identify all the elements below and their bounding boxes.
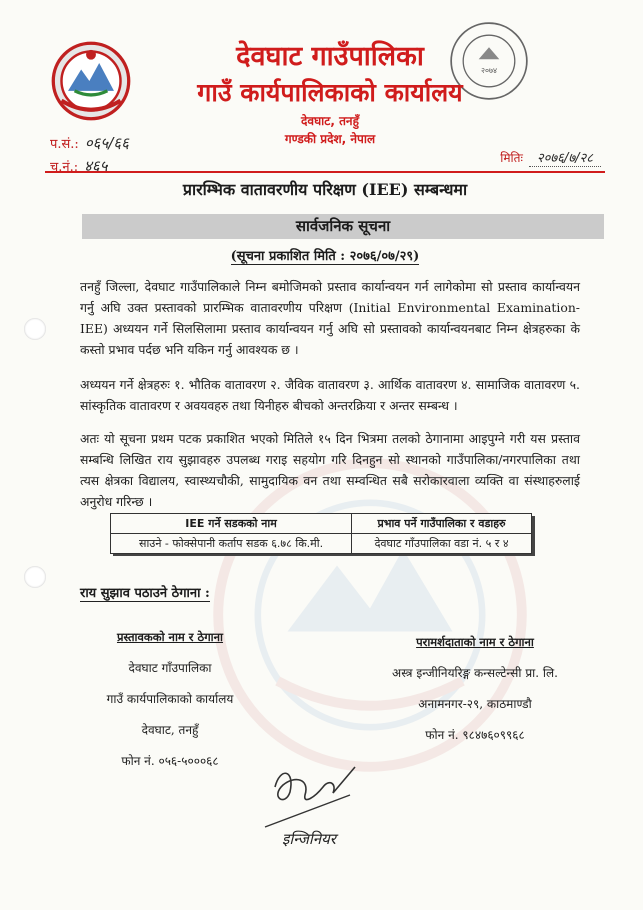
publish-date	[40, 246, 610, 264]
table-header-wards: प्रभाव पर्ने गाउँपालिका र वडाहरु	[352, 514, 532, 534]
notice-heading: सार्वजनिक सूचना	[82, 214, 604, 239]
consultant-block	[365, 627, 585, 751]
signatory-title: इन्जिनियर	[282, 830, 336, 848]
letterhead-province: गण्डकी प्रदेश, नेपाल	[284, 132, 376, 146]
letterhead-office: गाउँ कार्यपालिकाको कार्यालय	[197, 78, 463, 107]
proposer-heading: प्रस्तावकको नाम र ठेगाना	[116, 630, 224, 644]
header-rule	[45, 171, 605, 173]
ray-heading	[80, 583, 210, 601]
reference-ps	[50, 133, 129, 153]
consultant-name: अस्त्र इन्जीनियरिङ्ग कन्सल्टेन्सी प्रा. लि.	[392, 666, 558, 680]
consultant-phone: फोन नं. ९८४७६०९९६८	[425, 728, 525, 742]
publish-date-text: (सूचना प्रकाशित मिति : २०७६/०७/२९)	[230, 249, 420, 264]
svg-text:२०७४: २०७४	[480, 66, 498, 76]
consultant-address: अनामनगर-२९, काठमाण्डौ	[418, 697, 532, 711]
paragraph-2: अध्ययन गर्ने क्षेत्रहरुः १. भौतिक वातावरण २. जैविक वातावरण ३. आर्थिक वातावरण ४. सामाजिक वातावरण ५. सांस्कृतिक वातावरण र अवयवहरु तथा यिनीहरु बीचको अन्तरक्रिया र अन्तर सम्बन्ध ।	[80, 377, 580, 413]
proposer-address: देवघाट, तनहुँ	[141, 723, 199, 737]
reference-cn	[50, 156, 108, 176]
reference-cn-label: च.नं.:	[50, 160, 79, 175]
nepal-emblem-icon	[50, 40, 132, 122]
proposer-block	[70, 622, 270, 777]
subject-line: प्रारम्भिक वातावरणीय परिक्षण (IEE) सम्बन्धमा	[182, 180, 468, 199]
reference-ps-value: ०६५/६६	[84, 134, 129, 152]
table-cell-wards: देवघाट गाँउपालिका वडा नं. ५ र ४	[352, 534, 532, 554]
table-cell-road: साउने - फोक्सेपानी कर्ताप सडक ६.७८ कि.मी.	[111, 534, 352, 554]
paragraph-1: तनहुँ जिल्ला, देवघाट गाउँपालिकाले निम्न बमोजिमको प्रस्ताव कार्यान्वयन गर्न लागेकोमा सो प्रस्ताव कार्यान्वयन गर्नु अघि उक्त प्रस्तावको प्रारम्भिक वातावरणीय परिक्षण (Initial Environmental Examination-IEE) अध्ययन गर्ने सिलसिलामा प्रस्ताव कार्यान्वयन गर्नु अघि सो प्रस्तावको कार्यान्वयनबाट निम्न क्षेत्रहरुका के कस्तो प्रभाव पर्दछ भनि यकिन गर्नु आवश्यक छ ।	[80, 279, 580, 357]
punch-hole	[24, 566, 46, 588]
reference-cn-value: ४६५	[84, 157, 108, 175]
ray-heading-text: राय सुझाव पठाउने ठेगाना :	[80, 586, 210, 601]
letterhead-location: देवघाट, तनहुँ	[301, 114, 359, 128]
consultant-heading: परामर्शदाताको नाम र ठेगाना	[416, 635, 534, 649]
road-table	[110, 513, 532, 554]
paragraph-3: अतः यो सूचना प्रथम पटक प्रकाशित भएको मितिले १५ दिन भित्रमा तलको ठेगानामा आइपुग्ने गरी यस प्रस्ताव सम्बन्धि लिखित राय सुझावहरु उपलब्ध गराइ सहयोग गरि दिनहुन सो स्थानको गाउँपालिका/नगरपालिका तथा त्यस क्षेत्रका विद्यालय, स्वास्थ्यचौकी, सामुदायिक वन तथा सम्वन्धित सबै सरोकारवाला व्यक्ति वा संस्थाहरुलाई अनुरोध गरिन्छ ।	[80, 431, 580, 509]
reference-ps-label: प.सं.:	[50, 137, 79, 152]
punch-hole	[24, 318, 46, 340]
letterhead-title: देवघाट गाउँपालिका	[236, 41, 424, 72]
table-row	[111, 534, 532, 554]
proposer-office: गाउँ कार्यपालिकाको कार्यालय	[106, 692, 234, 706]
proposer-phone: फोन नं. ०५६-५०००६८	[121, 754, 219, 768]
table-header-row	[111, 514, 532, 534]
date-value: २०७६/७/२८	[529, 151, 601, 167]
date-label: मितिः	[500, 151, 523, 165]
table-header-road: IEE गर्ने सडकको नाम	[111, 514, 352, 534]
signature-icon	[255, 757, 365, 832]
proposer-name: देवघाट गाँउपालिका	[128, 661, 212, 675]
reference-date	[500, 148, 601, 166]
